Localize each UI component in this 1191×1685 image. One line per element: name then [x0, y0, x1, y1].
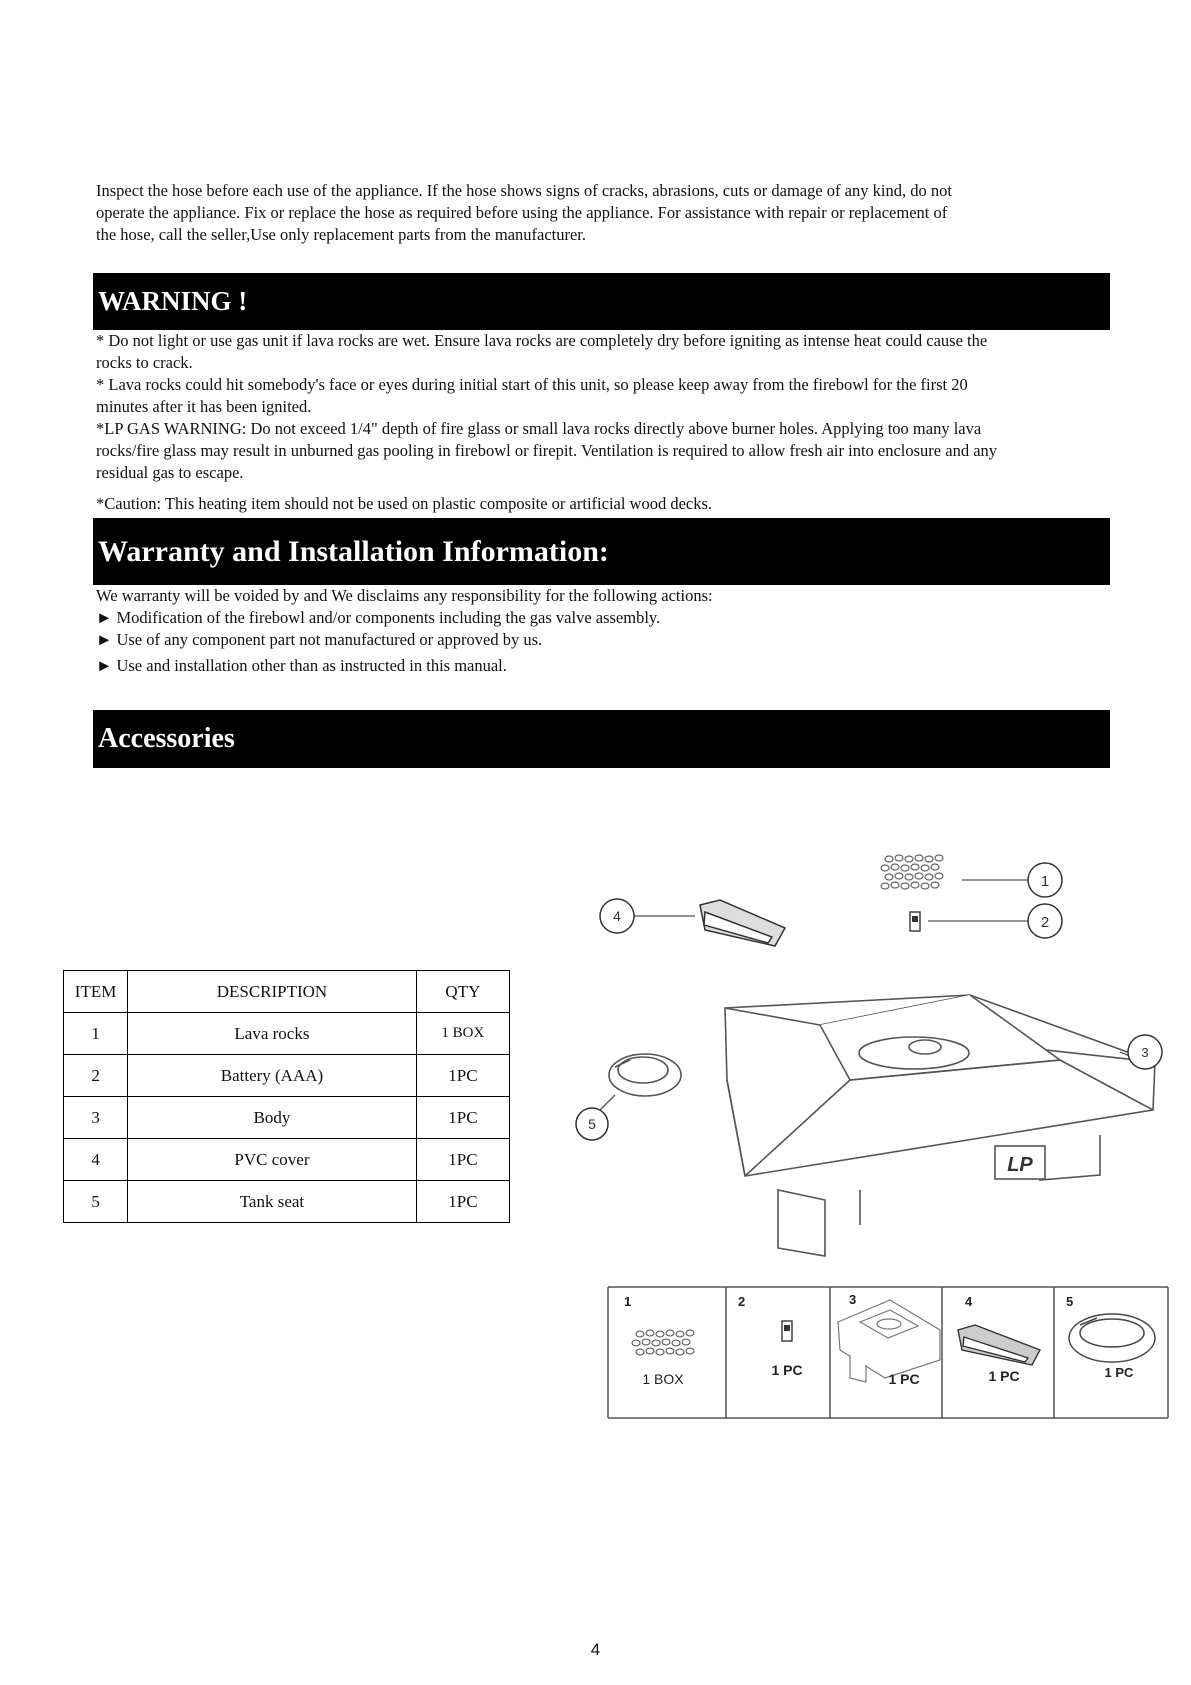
table-cell: 5	[64, 1181, 128, 1223]
table-cell: 1PC	[416, 1139, 509, 1181]
strip-qty: 1 PC	[771, 1362, 803, 1378]
warning-heading: WARNING !	[98, 286, 248, 316]
callout-number: 1	[1040, 873, 1050, 890]
callout-number: 4	[613, 908, 621, 924]
warning-line: residual gas to escape.	[96, 463, 244, 482]
accessories-heading: Accessories	[98, 723, 235, 754]
callout-1	[1028, 863, 1062, 897]
pvc-cover-illustration	[700, 900, 785, 946]
intro-line: operate the appliance. Fix or replace the hose as required before using the appliance. For assistance with repair or replacement of	[96, 203, 948, 222]
strip-number: 2	[738, 1294, 746, 1309]
table-cell: 1 BOX	[416, 1013, 509, 1055]
bullet-icon: ►	[96, 630, 113, 649]
callout-4	[600, 899, 634, 933]
strip-qty: 1 PC	[1104, 1365, 1134, 1380]
table-cell: 1PC	[416, 1055, 509, 1097]
table-cell: 3	[64, 1097, 128, 1139]
callout-number: 2	[1040, 914, 1050, 931]
table-header: QTY	[416, 971, 509, 1013]
intro-line: the hose, call the seller,Use only replacement parts from the manufacturer.	[96, 225, 587, 244]
warranty-heading: Warranty and Installation Information:	[98, 535, 609, 568]
strip-number: 3	[849, 1292, 857, 1307]
firepit-body-illustration	[725, 995, 1155, 1256]
table-cell: 1PC	[416, 1181, 509, 1223]
table-cell: 2	[64, 1055, 128, 1097]
strip-number: 1	[624, 1294, 632, 1309]
warranty-intro: We warranty will be voided by and We disclaims any responsibility for the following actions:	[96, 586, 713, 605]
bullet-icon: ►	[96, 608, 113, 627]
warning-line: *LP GAS WARNING: Do not exceed 1/4" depth of fire glass or small lava rocks directly above burner holes. Applying too many lava	[96, 419, 982, 438]
strip-lava-rocks-icon	[632, 1330, 694, 1355]
lava-rocks-illustration	[881, 855, 943, 889]
table-cell: Tank seat	[128, 1181, 417, 1223]
table-cell: Lava rocks	[128, 1013, 417, 1055]
strip-tank-seat-icon	[1069, 1314, 1155, 1362]
strip-qty: 1 PC	[888, 1371, 920, 1387]
table-header: DESCRIPTION	[128, 971, 417, 1013]
battery-illustration	[910, 912, 920, 931]
strip-body-icon	[838, 1300, 940, 1382]
table-cell: PVC cover	[128, 1139, 417, 1181]
warning-line: minutes after it has been ignited.	[96, 397, 312, 416]
table-cell: Battery (AAA)	[128, 1055, 417, 1097]
bullet-icon: ►	[96, 656, 113, 675]
intro-line: Inspect the hose before each use of the appliance. If the hose shows signs of cracks, abrasions, cuts or damage of any kind, do not	[96, 181, 952, 200]
callout-5	[576, 1108, 608, 1140]
caution-line: *Caution: This heating item should not be used on plastic composite or artificial wood decks.	[96, 494, 713, 513]
table-header: ITEM	[64, 971, 128, 1013]
strip-number: 5	[1066, 1294, 1074, 1309]
warning-line: * Do not light or use gas unit if lava rocks are wet. Ensure lava rocks are completely dry before igniting as intense heat could cause the	[96, 331, 988, 350]
strip-qty: 1 BOX	[642, 1371, 684, 1387]
strip-battery-icon	[782, 1321, 792, 1341]
callout-number: 5	[588, 1116, 596, 1132]
strip-qty: 1 PC	[988, 1368, 1020, 1384]
warranty-item-text: Use and installation other than as instructed in this manual.	[116, 656, 507, 675]
warranty-item-text: Modification of the firebowl and/or components including the gas valve assembly.	[116, 608, 661, 627]
table-cell: 1	[64, 1013, 128, 1055]
table-cell: Body	[128, 1097, 417, 1139]
callout-2	[1028, 904, 1062, 938]
warranty-item-text: Use of any component part not manufactured or approved by us.	[116, 630, 543, 649]
warning-line: rocks to crack.	[96, 353, 193, 372]
table-cell: 4	[64, 1139, 128, 1181]
page-number: 4	[590, 1640, 601, 1659]
warning-line: * Lava rocks could hit somebody's face or eyes during initial start of this unit, so please keep away from the firebowl for the first 20	[96, 375, 968, 394]
callout-3	[1128, 1035, 1162, 1069]
lp-logo: LP	[1007, 1154, 1033, 1176]
callout-number: 3	[1141, 1045, 1149, 1060]
strip-number: 4	[965, 1294, 973, 1309]
tank-seat-illustration	[609, 1054, 681, 1096]
strip-pvc-cover-icon	[958, 1325, 1040, 1365]
table-cell: 1PC	[416, 1097, 509, 1139]
warning-line: rocks/fire glass may result in unburned gas pooling in firebowl or firepit. Ventilation is required to allow fresh air into enclosure and any	[96, 441, 998, 460]
